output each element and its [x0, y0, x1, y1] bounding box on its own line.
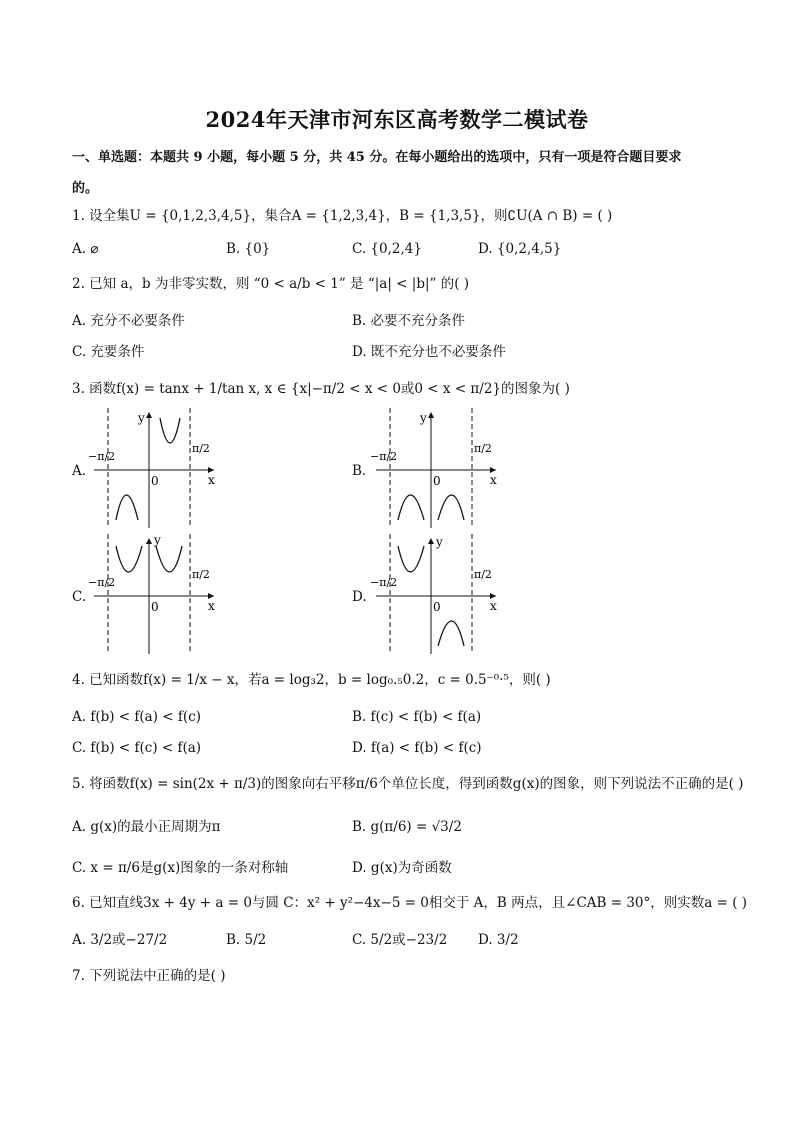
curve-upper-right	[156, 546, 182, 572]
y-label: y	[138, 411, 145, 425]
neg-half-pi-label: −π/2	[88, 576, 116, 589]
q1-option-a: A. ⌀	[72, 241, 99, 257]
q1-option-d: D. {0,2,4,5}	[478, 241, 562, 257]
graph-c	[86, 534, 226, 654]
question-6-stem: 6. 已知直线3x + 4y + a = 0与圆 C：x² + y²−4x−5 = 0相交于 A，B 两点，且∠CAB = 30°，则实数a = ( )	[72, 895, 748, 911]
origin-label: 0	[151, 600, 159, 614]
origin-label: 0	[433, 474, 441, 488]
x-label: x	[490, 473, 497, 487]
q4-option-b: B. f(c) < f(b) < f(a)	[352, 709, 482, 725]
pos-half-pi-label: π/2	[192, 442, 210, 455]
curve-lower-right	[438, 495, 464, 520]
q4-option-c: C. f(b) < f(c) < f(a)	[72, 740, 202, 756]
y-label: y	[154, 534, 161, 547]
y-axis-arrow	[146, 412, 152, 418]
x-label: x	[490, 599, 497, 613]
pos-half-pi-label: π/2	[192, 568, 210, 581]
q6-option-d: D. 3/2	[478, 932, 519, 948]
q3-option-b-label: B.	[352, 463, 367, 479]
q3-option-c-label: C.	[72, 589, 87, 605]
section-header: 一、单选题：本题共 9 小题，每小题 5 分，共 45 分。在每小题给出的选项中，只有一项是符合题目要求	[72, 150, 682, 165]
q1-option-b: B. {0}	[226, 241, 271, 257]
y-axis-arrow	[146, 538, 152, 544]
curve-lower-left	[116, 495, 138, 520]
q6-option-a: A. 3/2或−27/2	[72, 932, 168, 948]
q4-option-a: A. f(b) < f(a) < f(c)	[72, 709, 201, 725]
q5-option-c: C. x = π/6是g(x)图象的一条对称轴	[72, 860, 289, 876]
pos-half-pi-label: π/2	[474, 568, 492, 581]
q2-option-c: C. 充要条件	[72, 344, 145, 360]
question-4-stem: 4. 已知函数f(x) = 1/x − x，若a = log₃2，b = log₀.₅0.2，c = 0.5⁻⁰·⁵，则( )	[72, 672, 551, 688]
q5-option-b: B. g(π/6) = √3/2	[352, 819, 462, 835]
section-header-cont: 的。	[72, 181, 99, 196]
q5-option-d: D. g(x)为奇函数	[352, 860, 452, 876]
y-axis-arrow	[428, 412, 434, 418]
origin-label: 0	[433, 600, 441, 614]
q6-option-b: B. 5/2	[226, 932, 267, 948]
q3-option-a-label: A.	[72, 463, 87, 479]
q1-option-c: C. {0,2,4}	[352, 241, 422, 257]
question-2-stem: 2. 已知 a，b 为非零实数，则 “0 < a/b < 1” 是 “|a| < |b|” 的( )	[72, 276, 470, 292]
curve-upper-left	[116, 546, 142, 572]
y-label: y	[420, 411, 427, 425]
neg-half-pi-label: −π/2	[88, 450, 116, 463]
neg-half-pi-label: −π/2	[370, 450, 398, 463]
x-label: x	[208, 473, 215, 487]
q5-option-a: A. g(x)的最小正周期为π	[72, 819, 221, 835]
q2-option-b: B. 必要不充分条件	[352, 313, 466, 329]
question-5-stem: 5. 将函数f(x) = sin(2x + π/3)的图象向右平移π/6个单位长度，得到函数g(x)的图象，则下列说法不正确的是( )	[72, 776, 744, 792]
graph-d	[368, 534, 508, 654]
y-axis-arrow	[428, 538, 434, 544]
question-3-stem: 3. 函数f(x) = tanx + 1/tan x, x ∈ {x|−π/2 < x < 0或0 < x < π/2}的图象为( )	[72, 381, 570, 397]
q2-option-d: D. 既不充分也不必要条件	[352, 344, 506, 360]
curve-lower-right	[438, 621, 464, 646]
neg-half-pi-label: −π/2	[370, 576, 398, 589]
graph-a	[86, 408, 226, 528]
q3-option-d-label: D.	[352, 589, 367, 605]
x-label: x	[208, 599, 215, 613]
graph-b	[368, 408, 508, 528]
pos-half-pi-label: π/2	[474, 442, 492, 455]
question-1-stem: 1. 设全集U = {0,1,2,3,4,5}，集合A = {1,2,3,4}，B = {1,3,5}，则∁U(A ∩ B) = ( )	[72, 208, 613, 224]
curve-upper-left	[398, 546, 424, 572]
curve-upper-right	[160, 418, 180, 443]
y-label: y	[436, 535, 443, 549]
question-7-stem: 7. 下列说法中正确的是( )	[72, 968, 226, 984]
page-title: 2024年天津市河东区高考数学二模试卷	[205, 107, 589, 132]
curve-lower-left	[398, 495, 424, 520]
q6-option-c: C. 5/2或−23/2	[352, 932, 448, 948]
origin-label: 0	[151, 474, 159, 488]
q4-option-d: D. f(a) < f(b) < f(c)	[352, 740, 482, 756]
q2-option-a: A. 充分不必要条件	[72, 313, 185, 329]
